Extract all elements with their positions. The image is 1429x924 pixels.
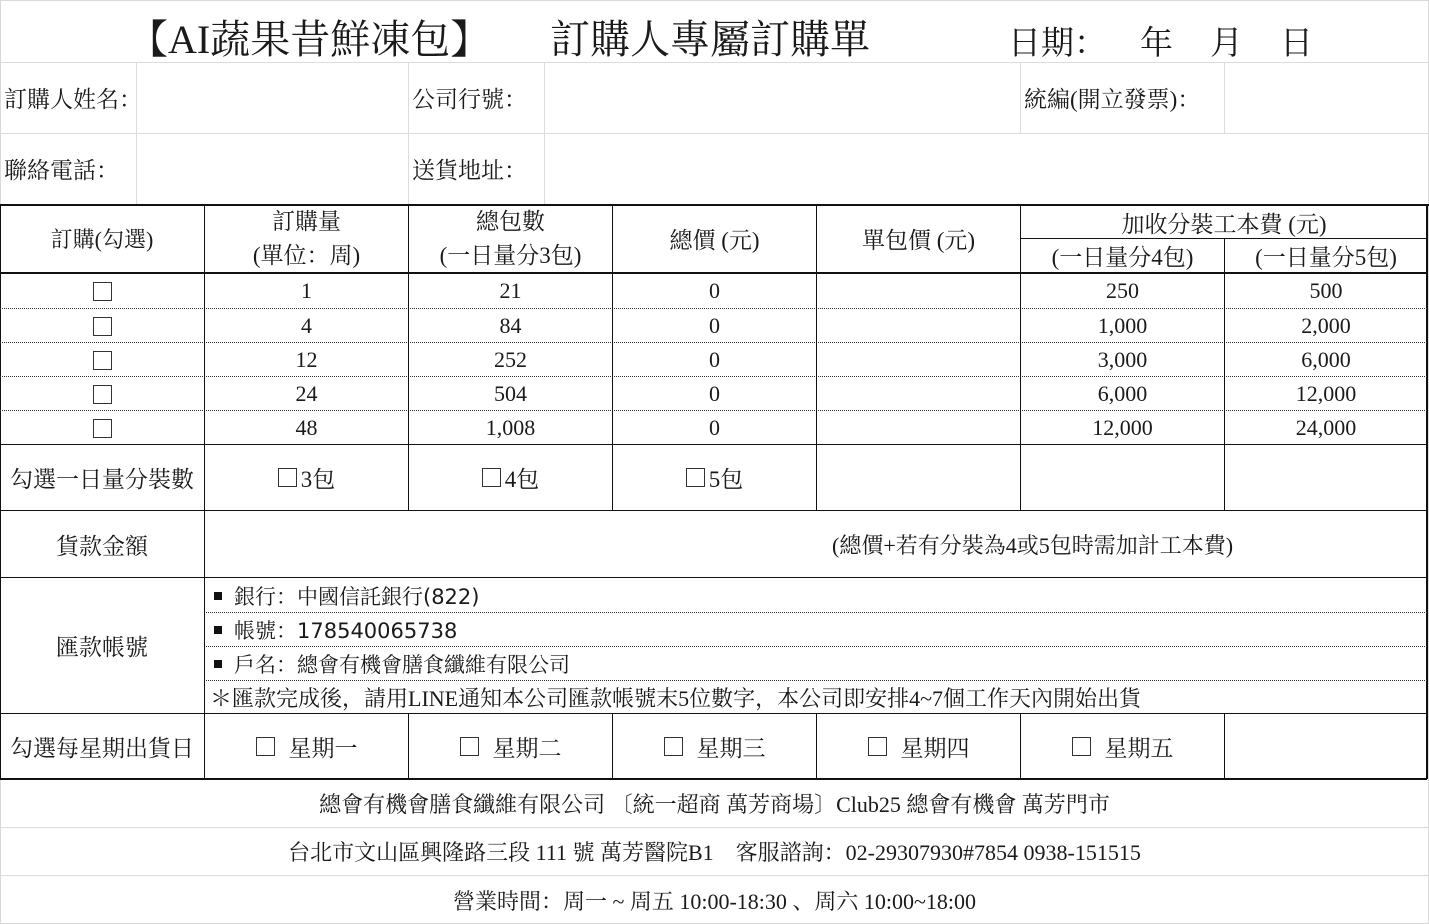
labor-4-cell: 12,000 bbox=[1092, 415, 1153, 440]
payment-amount-field[interactable] bbox=[205, 511, 825, 577]
total-cell: 0 bbox=[709, 278, 720, 303]
qty-cell: 48 bbox=[295, 415, 318, 440]
table-row bbox=[0, 343, 1427, 377]
remit-bank bbox=[210, 579, 479, 612]
total-cell: 0 bbox=[709, 415, 720, 440]
header-qty-unit: (單位：周) bbox=[252, 242, 361, 268]
packs-cell: 1,008 bbox=[485, 415, 536, 440]
address-field[interactable] bbox=[545, 134, 1427, 203]
header-packs-sub: (一日量分3包) bbox=[439, 242, 582, 268]
total-cell: 0 bbox=[709, 381, 720, 406]
header-order: 訂購(勾選) bbox=[50, 227, 154, 252]
date-label: 日期： bbox=[1008, 26, 1107, 62]
header-unit-price: 單包價 (元) bbox=[861, 228, 976, 253]
split-checkbox[interactable] bbox=[482, 468, 501, 487]
header-labor-5: (一日量分5包) bbox=[1255, 245, 1397, 270]
header-total: 總價 (元) bbox=[669, 228, 760, 253]
packs-cell: 84 bbox=[499, 313, 522, 338]
labor-5-cell: 500 bbox=[1309, 278, 1343, 303]
remit-account bbox=[210, 613, 457, 646]
remit-holder bbox=[210, 647, 570, 680]
ship-day-label: 星期四 bbox=[900, 735, 970, 761]
product-title: 【AI蔬果昔鮮凍包】 bbox=[128, 17, 491, 62]
remit-label: 匯款帳號 bbox=[56, 635, 148, 660]
header-qty-label: 訂購量 bbox=[272, 208, 341, 234]
footer-company: 總會有機會膳食纖維有限公司 〔統一超商 萬芳商場〕Club25 總會有機會 萬芳門市 bbox=[319, 792, 1110, 817]
company-label: 公司行號： bbox=[412, 87, 527, 112]
ship-checkbox[interactable] bbox=[664, 737, 683, 756]
ship-checkbox[interactable] bbox=[868, 737, 887, 756]
labor-4-cell: 6,000 bbox=[1097, 381, 1148, 406]
header-labor: 加收分裝工本費 (元) bbox=[1121, 211, 1327, 237]
ship-day-label: 星期二 bbox=[492, 735, 562, 761]
ship-day-mon[interactable] bbox=[205, 714, 408, 778]
split-option-label: 3包 bbox=[300, 467, 336, 492]
order-checkbox[interactable] bbox=[93, 419, 112, 438]
split-checkbox[interactable] bbox=[278, 468, 297, 487]
table-row bbox=[0, 274, 1427, 308]
ship-label: 勾選每星期出貨日 bbox=[10, 735, 194, 761]
form-title: 訂購人專屬訂購單 bbox=[550, 17, 870, 62]
unit-price-cell bbox=[817, 274, 1020, 308]
ship-day-label: 星期一 bbox=[288, 735, 358, 761]
qty-cell: 24 bbox=[295, 381, 318, 406]
order-checkbox[interactable] bbox=[93, 317, 112, 336]
table-row bbox=[0, 377, 1427, 411]
total-cell: 0 bbox=[709, 313, 720, 338]
qty-cell: 1 bbox=[301, 278, 312, 303]
packs-cell: 504 bbox=[494, 381, 527, 406]
ship-checkbox[interactable] bbox=[1072, 737, 1091, 756]
split-option-label: 5包 bbox=[708, 467, 744, 492]
footer-hours: 營業時間：周一 ~ 周五 10:00-18:30 、周六 10:00~18:00 bbox=[452, 888, 977, 914]
title-bar bbox=[0, 0, 1429, 62]
table-row bbox=[0, 411, 1427, 445]
phone-field[interactable] bbox=[137, 134, 407, 203]
remit-holder-text: 戶名：總會有機會膳食纖維有限公司 bbox=[234, 652, 570, 677]
ship-checkbox[interactable] bbox=[460, 737, 479, 756]
remit-note: ＊匯款完成後，請用LINE通知本公司匯款帳號末5位數字，本公司即安排4~7個工作天內開始出貨 bbox=[210, 685, 1141, 711]
labor-5-cell: 6,000 bbox=[1301, 347, 1351, 372]
order-checkbox[interactable] bbox=[93, 385, 112, 404]
unit-price-cell bbox=[817, 343, 1020, 377]
header-packs bbox=[409, 205, 612, 272]
ship-day-label: 星期三 bbox=[696, 735, 766, 761]
bullet-icon bbox=[214, 592, 222, 600]
bullet-icon bbox=[214, 660, 222, 668]
order-checkbox[interactable] bbox=[93, 282, 112, 301]
tax-id-label: 統編(開立發票)： bbox=[1024, 87, 1201, 112]
date-year: 年 bbox=[1140, 26, 1173, 62]
qty-cell: 4 bbox=[301, 313, 312, 338]
order-checkbox[interactable] bbox=[93, 351, 112, 370]
qty-cell: 12 bbox=[295, 347, 318, 372]
labor-5-cell: 12,000 bbox=[1295, 381, 1357, 406]
total-cell: 0 bbox=[709, 347, 720, 372]
address-label: 送貨地址： bbox=[412, 158, 527, 183]
date-day: 日 bbox=[1280, 26, 1313, 62]
split-option-label: 4包 bbox=[504, 467, 540, 492]
ship-day-fri[interactable] bbox=[1021, 714, 1224, 778]
phone-label: 聯絡電話： bbox=[4, 158, 119, 183]
labor-4-cell: 1,000 bbox=[1097, 313, 1148, 338]
company-field[interactable] bbox=[545, 63, 1019, 132]
split-label: 勾選一日量分裝數 bbox=[10, 467, 194, 492]
split-option-4[interactable] bbox=[409, 445, 612, 510]
ship-day-label: 星期五 bbox=[1104, 735, 1174, 761]
split-checkbox[interactable] bbox=[686, 468, 705, 487]
tax-id-field[interactable] bbox=[1225, 63, 1428, 132]
name-label: 訂購人姓名： bbox=[4, 87, 142, 112]
labor-5-cell: 24,000 bbox=[1295, 415, 1357, 440]
unit-price-cell bbox=[817, 377, 1020, 411]
name-field[interactable] bbox=[137, 63, 407, 132]
header-qty bbox=[205, 205, 408, 272]
ship-day-tue[interactable] bbox=[409, 714, 612, 778]
labor-4-cell: 3,000 bbox=[1097, 347, 1148, 372]
ship-checkbox[interactable] bbox=[256, 737, 275, 756]
bullet-icon bbox=[214, 626, 222, 634]
payment-note: (總價+若有分裝為4或5包時需加計工本費) bbox=[832, 532, 1234, 558]
table-row bbox=[0, 309, 1427, 343]
labor-4-cell: 250 bbox=[1106, 278, 1139, 303]
remit-account-text: 帳號：178540065738 bbox=[234, 618, 458, 643]
ship-day-thu[interactable] bbox=[817, 714, 1020, 778]
ship-day-wed[interactable] bbox=[613, 714, 816, 778]
packs-cell: 252 bbox=[494, 347, 527, 372]
remit-bank-text: 銀行：中國信託銀行(822) bbox=[234, 584, 480, 609]
split-option-3[interactable] bbox=[205, 445, 408, 510]
unit-price-cell bbox=[817, 411, 1020, 445]
packs-cell: 21 bbox=[499, 278, 522, 303]
header-labor-4: (一日量分4包) bbox=[1051, 245, 1194, 270]
footer-address: 台北市文山區興隆路三段 111 號 萬芳醫院B1 客服諮詢：02-29307930#7854 0938-151515 bbox=[288, 840, 1141, 865]
labor-5-cell: 2,000 bbox=[1301, 313, 1351, 338]
unit-price-cell bbox=[817, 309, 1020, 343]
split-option-5[interactable] bbox=[613, 445, 816, 510]
header-packs-label: 總包數 bbox=[476, 208, 545, 234]
payment-label: 貨款金額 bbox=[56, 533, 148, 559]
date-month: 月 bbox=[1210, 26, 1243, 62]
